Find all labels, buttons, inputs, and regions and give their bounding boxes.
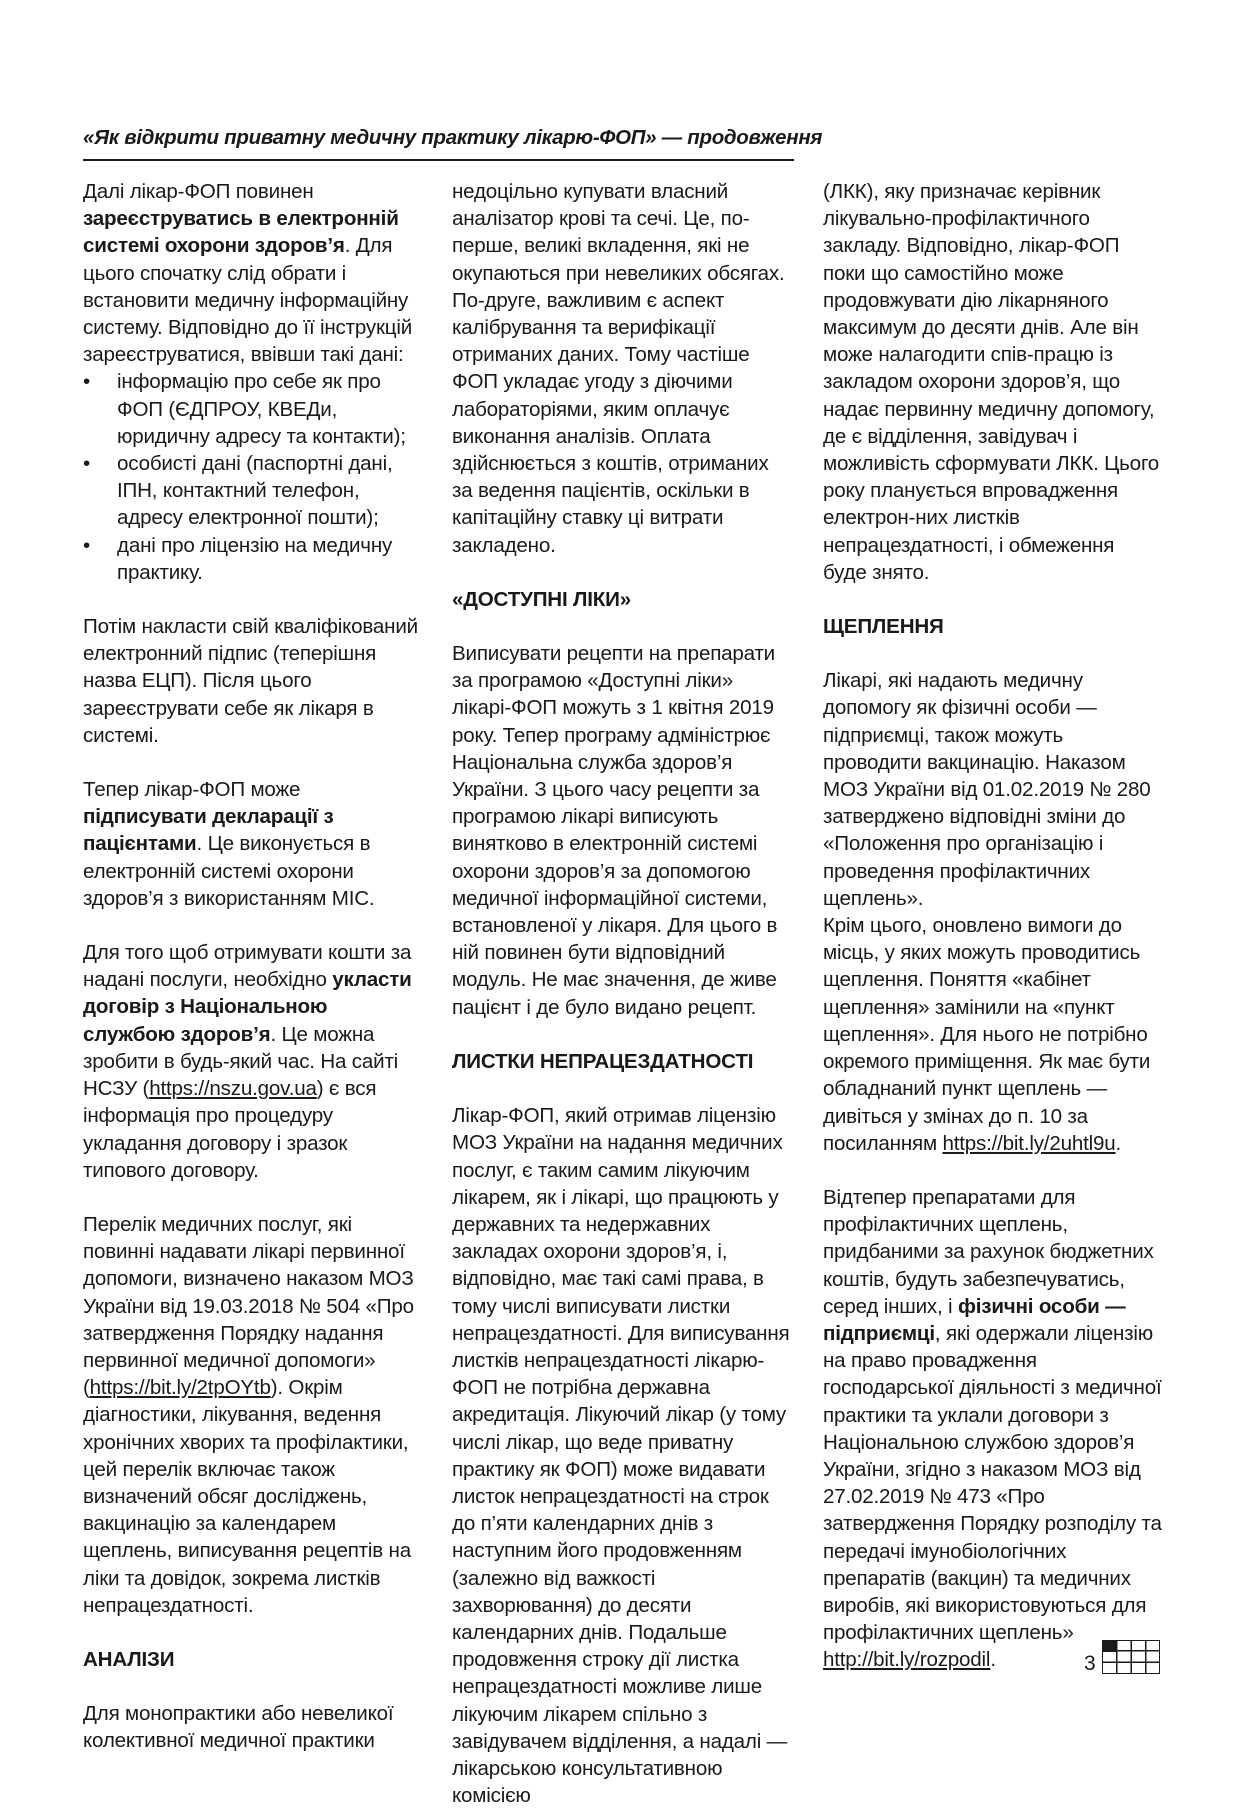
running-header: «Як відкрити приватну медичну практику лікарю-ФОП» — продовження — [83, 126, 823, 149]
registration-data-list — [83, 368, 418, 586]
paragraph-prescriptions: Виписувати рецепти на препарати за програмою «Доступні ліки» лікарі-ФОП можуть з 1 квітня 2019 року. Тепер програму адміністрює Національна служба здоров’я України. З цього часу рецепти за програмою лікарі виписують винятково в електронній системі охорони здоров’я за допомогою медичної інформаційної системи, встановленої у лікаря. Для цього в ній повинен бути відповідний модуль. Не має значення, де живе пацієнт і де було видано рецепт. — [452, 642, 778, 1019]
list-item: • дані про ліцензію на медичну практику. — [83, 532, 418, 586]
order-504-link[interactable]: https://bit.ly/2tpOYtb — [89, 1376, 271, 1400]
column-2 — [452, 178, 792, 1809]
nszu-link[interactable]: https://nszu.gov.ua — [149, 1077, 317, 1101]
paragraph-vaccination: Лікарі, які надають медичну допомогу як фізичні особи — підприємці, також можуть проводити вакцинацію. Наказом МОЗ України від 01.02.2019 № 280 затверджено відповідні зміни до «Положення про організацію і проведення профілактичних щеплень». — [823, 669, 1151, 910]
page-number: 3 — [1084, 1652, 1096, 1675]
text: Відтепер препаратами для профілактичних щеплень, придбаними за рахунок бюджетних коштів, будуть забезпечуватись, серед інших, і — [823, 1185, 1154, 1318]
bold-text: зареєструватись в електронній системі охорони здоров’я — [83, 207, 399, 258]
grid-block — [1103, 1641, 1117, 1652]
header-rule — [83, 159, 794, 161]
rozpodil-link[interactable]: http://bit.ly/rozpodil — [823, 1648, 991, 1672]
text: Далі лікар-ФОП повинен — [83, 180, 314, 203]
paragraph-contract — [83, 939, 418, 1184]
text: ) є вся інформація про процедуру укладання договору і зразок типового договору. — [83, 1077, 377, 1182]
section-heading-available-drugs: «ДОСТУПНІ ЛІКИ» — [452, 587, 632, 611]
text: . Це виконується в електронній системі охорони здоров’я з використанням МІС. — [83, 832, 375, 910]
column-3 — [823, 178, 1163, 1701]
bold-text: укласти договір з Національною службою здоров’я — [83, 968, 412, 1046]
bold-text: підписувати декларації з пацієнтами — [83, 805, 334, 856]
text: ). Окрім діагностики, лікування, ведення хронічних хворих та профілактики, цей перелік включає також визначений обсяг досліджень, вакцинацію за календарем щеплень, виписування рецептів на ліки та довідок, зокрема листків непрацездатності. — [83, 1376, 411, 1617]
paragraph-vaccination-points — [823, 912, 1163, 1157]
list-item: • особисті дані (паспортні дані, ІПН, контактний телефон, адресу електронної пошти); — [83, 450, 418, 532]
section-heading-analyses: АНАЛІЗИ — [83, 1647, 175, 1671]
vaccination-changes-link[interactable]: https://bit.ly/2uhtl9u — [942, 1131, 1116, 1155]
bold-text: фізичні особи — підприємці — [823, 1294, 1126, 1345]
text: Крім цього, оновлено вимоги до місць, у яких можуть проводитись щеплення. Поняття «кабінет щеплення» замінили на «пункт щеплення». Для нього не потрібно окремого приміщення. Як має бути обладнаний пункт щеплень — дивіться у змінах до п. 10 за посиланням — [823, 914, 1151, 1155]
column-1 — [83, 178, 418, 1755]
paragraph-analyses: Для монопрактики або невеликої колективної медичної практики — [83, 1702, 394, 1753]
page-grid-logo — [1102, 1640, 1160, 1674]
text: Перелік медичних послуг, які повинні надавати лікарі первинної допомоги, визначено наказом МОЗ України від 19.03.2018 № 504 «Про затвердження Порядку надання первинної медичної допомоги» ( — [83, 1212, 414, 1400]
paragraph-analyzer: недоцільно купувати власний аналізатор крові та сечі. Це, по-перше, великі вкладення, які не окупаються при невеликих обсягах. По-друге, важливим є аспект калібрування та верифікації отриманих даних. Тому частіше ФОП укладає угоду з діючими лабораторіями, яким оплачує виконання аналізів. Оплата здійснюється з коштів, отриманих за ведення пацієнтів, оскільки в капітаційну ставку ці витрати закладено. — [452, 180, 785, 557]
paragraph-registration — [83, 178, 418, 368]
text: . Це можна зробити в будь-який час. На сайті НСЗУ ( — [83, 1022, 399, 1101]
text: , які одержали ліцензію на право провадження господарської діяльності з медичної практики та уклали договори з Національною службою здоров’я України, згідно з наказом МОЗ від 27.02.2019 № 473 «Про затвердження Порядку розподілу та передачі імунобіологічних препаратів (вакцин) та медичних виробів, які використовуються для профілактичних щеплень» — [823, 1321, 1162, 1645]
paragraph-lkk: (ЛКК), яку призначає керівник лікувально-профілактичного закладу. Відповідно, лікар-ФОП поки що самостійно може продовжувати дію лікарняного максимум до десяти днів. Але він може налагодити спів-працю із закладом охорони здоров’я, що надає первинну медичну допомогу, де є відділення, завідувач і можливість сформувати ЛКК. Цього року планується впровадження електрон-них листків непрацездатності, і обмеження буде знято. — [823, 180, 1160, 584]
list-item: • інформацію про себе як про ФОП (ЄДПРОУ, КВЕДи, юридичну адресу та контакти); — [83, 368, 418, 450]
text: . — [1115, 1131, 1122, 1155]
text: Для того щоб отримувати кошти за надані послуги, необхідно — [83, 941, 412, 992]
paragraph-services — [83, 1211, 418, 1619]
section-heading-sick-leave: ЛИСТКИ НЕПРАЦЕЗДАТНОСТІ — [452, 1049, 754, 1073]
paragraph-signature: Потім накласти свій кваліфікований електронний підпис (теперішня назва ЕЦП). Після цього зареєструвати себе як лікаря в системі. — [83, 615, 418, 747]
text: . Для цього спочатку слід обрати і встановити медичну інформаційну систему. Відповідно до її інструкцій зареєструватися, ввівши такі дані: — [83, 234, 413, 367]
text: Тепер лікар-ФОП може — [83, 778, 301, 802]
paragraph-sick-leave: Лікар-ФОП, який отримав ліцензію МОЗ України на надання медичних послуг, є таким самим лікуючим лікарем, як і лікарі, що працюють у державних та недержавних закладах охорони здоров’я, і, відповідно, має такі самі права, в тому числі виписувати листки непрацездатності. Для виписування листків непрацездатності лікарю-ФОП не потрібна державна акредитація. Лікуючий лікар (у тому числі лікар, що веде приватну практику як ФОП) може видавати листок непрацездатності на строк до п’яти календарних днів з наступним його продовженням (залежно від важкості захворювання) до десяти календарних днів. Подальше продовження строку дії листка непрацездатності можливе лише лікуючим лікарем спільно з завідувачем відділення, а надалі — лікарською консультативною комісією — [452, 1104, 790, 1808]
section-heading-vaccination: ЩЕПЛЕННЯ — [823, 615, 944, 639]
text: . — [990, 1648, 996, 1672]
paragraph-declarations — [83, 776, 418, 912]
paragraph-vaccine-supply — [823, 1184, 1163, 1674]
